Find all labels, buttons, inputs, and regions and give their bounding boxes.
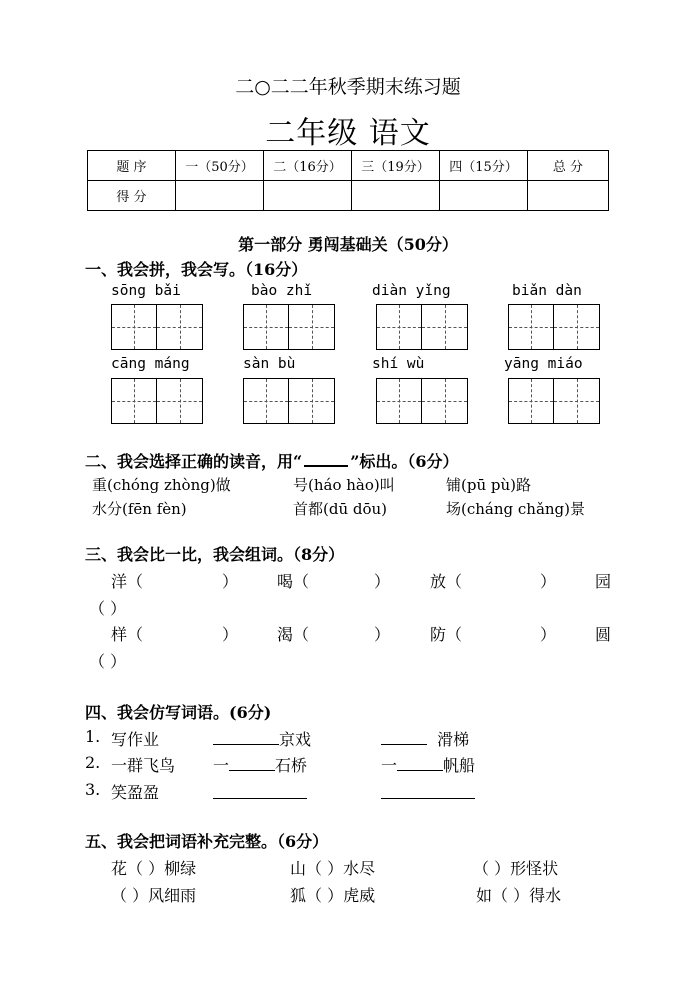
grid-cell[interactable] [289,378,335,424]
idiom-item[interactable]: 花（ ）柳绿 [111,859,197,878]
section5-title: 五、我会把词语补充完整。（6分） [85,832,329,851]
fill-blank[interactable] [213,727,311,750]
score-input-cell[interactable] [528,181,609,211]
item-number: 2. [85,753,101,772]
writing-grid[interactable] [243,304,335,350]
example-word: 一群飞鸟 [111,756,176,775]
score-input-cell[interactable] [176,181,264,211]
idiom-item[interactable]: （ ）形怪状 [473,859,559,878]
grid-cell[interactable] [157,304,203,350]
section1-title: 一、我会拼，我会写。（16分） [85,260,308,279]
section4-title: 四、我会仿写词语。(6分) [85,703,272,722]
grid-cell[interactable] [157,378,203,424]
header-cell: 一（50分） [176,151,264,181]
writing-grid[interactable] [376,304,468,350]
reading-item[interactable]: 首都(dū dōu) [293,500,388,518]
blank-prefix: 一 [381,756,398,775]
grid-cell[interactable] [376,304,422,350]
idiom-item[interactable]: 山（ ）水尽 [290,859,376,878]
pinyin-label: bào zhǐ [251,283,313,299]
reading-item[interactable]: 铺(pū pù)路 [446,476,531,494]
grid-cell[interactable] [289,304,335,350]
section3-title: 三、我会比一比，我会组词。（8分） [85,545,345,564]
idiom-item[interactable]: （ ）风细雨 [111,886,197,905]
underline-mark [304,465,348,467]
grid-cell[interactable] [422,304,468,350]
compare-char: 渴（ [277,625,310,644]
pinyin-label: diàn yǐng [372,283,451,299]
section2-title-b: ”标出。（6分） [350,452,459,471]
blank-suffix: 帆船 [443,756,476,775]
compare-char: 园 [595,572,612,591]
writing-grid[interactable] [508,378,600,424]
writing-grid[interactable] [508,304,600,350]
grid-cell[interactable] [508,378,554,424]
blank-suffix: 石桥 [275,756,308,775]
writing-grid[interactable] [376,378,468,424]
compare-char: 喝（ [277,572,310,591]
score-table-header-row [88,151,609,181]
exam-subtitle: 二年级 语文 [265,116,431,151]
item-number: 3. [85,780,101,799]
grid-cell[interactable] [554,378,600,424]
header-cell: 二（16分） [264,151,352,181]
blank-suffix: 滑梯 [437,730,470,749]
pinyin-label: sàn bù [243,356,296,372]
pinyin-label: sōng bǎi [111,283,181,299]
reading-item[interactable]: 场(cháng chǎng)景 [446,500,586,518]
compare-paren: （ ） [89,652,127,671]
grid-cell[interactable] [111,378,157,424]
section2-title [85,449,459,472]
compare-char: 放（ [430,572,463,591]
fill-blank[interactable] [381,753,475,776]
compare-paren: ） [222,572,239,591]
score-table [87,150,609,211]
pinyin-label: shí wù [372,356,425,372]
grid-cell[interactable] [243,304,289,350]
part1-title: 第一部分 勇闯基础关（50分） [238,235,458,254]
score-input-cell[interactable] [352,181,440,211]
reading-item[interactable]: 水分(fēn fèn) [92,500,187,518]
grid-cell[interactable] [243,378,289,424]
score-input-cell[interactable] [440,181,528,211]
writing-grid[interactable] [111,378,203,424]
example-word: 写作业 [111,730,160,749]
compare-char: 洋（ [111,572,144,591]
grid-cell[interactable] [376,378,422,424]
reading-item[interactable]: 重(chóng zhòng)做 [92,476,231,494]
header-cell: 三（19分） [352,151,440,181]
pinyin-label: cāng máng [111,356,190,372]
score-input-cell[interactable] [264,181,352,211]
grid-cell[interactable] [554,304,600,350]
compare-paren: ） [374,625,391,644]
compare-char: 圆 [595,625,612,644]
example-word: 笑盈盈 [111,783,160,802]
reading-item[interactable]: 号(háo hào)叫 [293,476,395,494]
compare-paren: ） [222,625,239,644]
grid-cell[interactable] [111,304,157,350]
idiom-item[interactable]: 如（ ）得水 [476,886,562,905]
score-label-cell: 得 分 [88,181,176,211]
header-cell: 总 分 [528,151,609,181]
fill-blank[interactable] [381,727,469,750]
compare-char: 样（ [111,625,144,644]
compare-paren: ） [540,625,557,644]
item-number: 1. [85,727,101,746]
blank-suffix: 京戏 [279,730,312,749]
writing-grid[interactable] [243,378,335,424]
pinyin-label: biǎn dàn [512,283,582,299]
compare-paren: （ ） [89,599,127,618]
idiom-item[interactable]: 狐（ ）虎威 [290,886,376,905]
section2-title-a: 二、我会选择正确的读音，用“ [85,452,303,471]
exam-title: 二○二二年秋季期末练习题 [235,76,461,98]
fill-blank[interactable] [213,780,307,803]
grid-cell[interactable] [422,378,468,424]
writing-grid[interactable] [111,304,203,350]
blank-prefix: 一 [213,756,230,775]
score-table-score-row [88,181,609,211]
compare-char: 防（ [430,625,463,644]
fill-blank[interactable] [213,753,307,776]
fill-blank[interactable] [381,780,475,803]
grid-cell[interactable] [508,304,554,350]
header-cell: 题 序 [88,151,176,181]
compare-paren: ） [374,572,391,591]
pinyin-label: yāng miáo [504,356,583,372]
header-cell: 四（15分） [440,151,528,181]
compare-paren: ） [540,572,557,591]
